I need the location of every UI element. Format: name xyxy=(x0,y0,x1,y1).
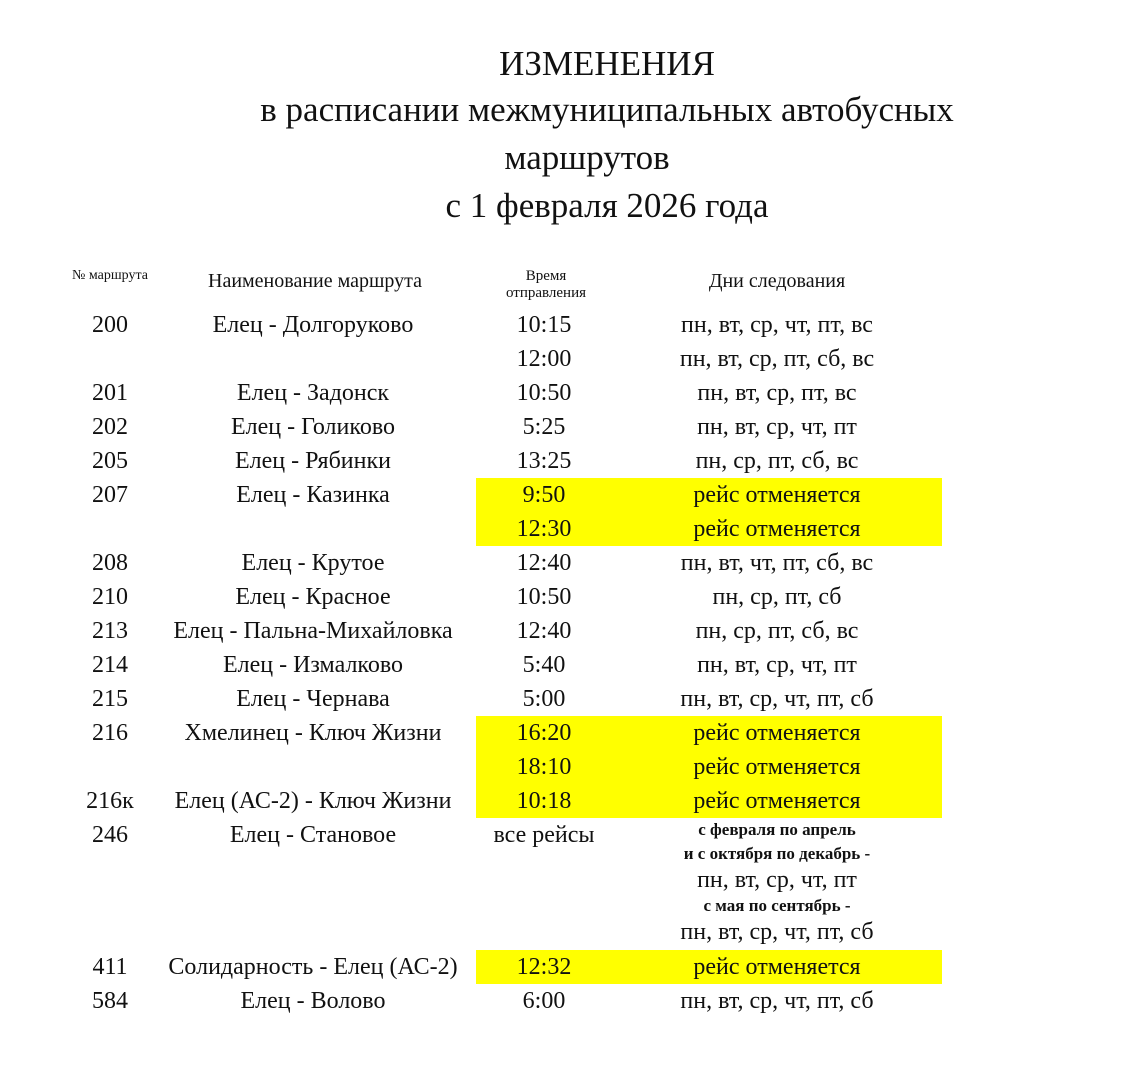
route-number: 205 xyxy=(92,448,128,474)
departure-time: 12:40 xyxy=(516,550,572,576)
title-line-3: маршрутов xyxy=(504,138,670,177)
departure-time: 5:25 xyxy=(522,414,566,440)
table-row xyxy=(0,784,1121,818)
route-name xyxy=(148,512,478,546)
departure-time: 6:00 xyxy=(522,988,566,1014)
operating-days: рейс отменяется xyxy=(612,478,942,512)
header-time-line-2: отправления xyxy=(505,285,587,301)
route-name: Солидарность - Елец (АС-2) xyxy=(168,954,458,980)
table-row xyxy=(0,950,1121,984)
departure-time: 5:00 xyxy=(522,686,566,712)
table-row xyxy=(0,682,1121,716)
route-name: Елец - Измалково xyxy=(222,652,404,678)
route-number: 246 xyxy=(92,822,128,848)
route-number xyxy=(62,750,158,784)
route-name xyxy=(148,342,478,376)
route-name xyxy=(148,750,478,784)
header-route-name: Наименование маршрута xyxy=(208,270,422,292)
route-number: 208 xyxy=(92,550,128,576)
route-number: 201 xyxy=(92,380,128,406)
departure-time: 10:50 xyxy=(516,380,572,406)
departure-time: 9:50 xyxy=(476,478,612,512)
departure-time: 12:40 xyxy=(516,618,572,644)
operating-days: пн, вт, ср, чт, пт, сб xyxy=(680,988,874,1014)
operating-days: рейс отменяется xyxy=(612,512,942,546)
operating-days: рейс отменяется xyxy=(612,750,942,784)
table-row xyxy=(0,614,1121,648)
operating-days: пн, вт, ср, пт, сб, вс xyxy=(679,346,875,372)
route-name: Елец - Пальна-Михайловка xyxy=(173,618,453,644)
route-number: 200 xyxy=(92,312,128,338)
route-number: 213 xyxy=(92,618,128,644)
table-row xyxy=(0,478,1121,512)
operating-days: пн, ср, пт, сб, вс xyxy=(695,618,859,644)
departure-time: 10:18 xyxy=(476,784,612,818)
title-line-2: в расписании межмуниципальных автобусных xyxy=(260,90,954,129)
operating-days: пн, ср, пт, сб xyxy=(712,584,842,610)
title-line-4: с 1 февраля 2026 года xyxy=(445,186,769,225)
table-row xyxy=(0,410,1121,444)
table-row xyxy=(0,444,1121,478)
route-name: Елец - Становое xyxy=(229,822,397,848)
table-row xyxy=(0,818,1121,852)
operating-days: рейс отменяется xyxy=(612,784,942,818)
route-number: 202 xyxy=(92,414,128,440)
route-name: Хмелинец - Ключ Жизни xyxy=(184,720,442,746)
table-row xyxy=(0,308,1121,342)
operating-days: пн, вт, ср, пт, вс xyxy=(697,380,857,406)
header-departure-time xyxy=(478,268,614,302)
route-name: Елец - Задонск xyxy=(236,380,390,406)
table-row xyxy=(0,546,1121,580)
route-number: 411 xyxy=(92,954,128,980)
note-days-2: пн, вт, ср, чт, пт, сб xyxy=(680,919,874,945)
table-row xyxy=(0,512,1121,546)
departure-time: 12:00 xyxy=(516,346,572,372)
departure-time: 12:32 xyxy=(476,950,612,984)
route-number: 216к xyxy=(86,788,134,814)
departure-time: 12:30 xyxy=(476,512,612,546)
route-name: Елец - Красное xyxy=(235,584,391,610)
operating-days: пн, вт, чт, пт, сб, вс xyxy=(680,550,874,576)
route-name: Елец - Голиково xyxy=(230,414,395,440)
route-number: 215 xyxy=(92,686,128,712)
note-period-1a: с февраля по апрель xyxy=(698,820,856,839)
route-number xyxy=(62,512,158,546)
departure-time: 10:50 xyxy=(516,584,572,610)
header-days: Дни следования xyxy=(708,270,846,292)
departure-time: 13:25 xyxy=(516,448,572,474)
operating-days: пн, вт, ср, чт, пт xyxy=(697,652,857,678)
table-row xyxy=(0,984,1121,1018)
note-days-1: пн, вт, ср, чт, пт xyxy=(697,867,857,893)
departure-time: 16:20 xyxy=(476,716,612,750)
title-line-1: ИЗМЕНЕНИЯ xyxy=(499,44,715,83)
route-name: Елец - Волово xyxy=(240,988,386,1014)
table-row xyxy=(0,580,1121,614)
note-period-2: с мая по сентябрь - xyxy=(703,896,851,915)
operating-days: пн, ср, пт, сб, вс xyxy=(695,448,859,474)
header-route-number: № маршрута xyxy=(72,268,148,283)
route-name: Елец - Чернава xyxy=(236,686,390,712)
header-time-line-1: Время xyxy=(525,268,567,284)
operating-days: пн, вт, ср, чт, пт, вс xyxy=(681,312,873,338)
table-row xyxy=(0,716,1121,750)
route-number: 216 xyxy=(92,720,128,746)
table-row xyxy=(0,342,1121,376)
route-number: 210 xyxy=(92,584,128,610)
table-row xyxy=(0,750,1121,784)
route-name: Елец (АС-2) - Ключ Жизни xyxy=(174,788,452,814)
route-number: 584 xyxy=(92,988,128,1014)
departure-time: 5:40 xyxy=(522,652,566,678)
operating-days: пн, вт, ср, чт, пт xyxy=(697,414,857,440)
route-number xyxy=(62,342,158,376)
route-name: Елец - Казинка xyxy=(236,482,390,508)
departure-time: все рейсы xyxy=(493,822,595,848)
route-number: 214 xyxy=(92,652,128,678)
table-row xyxy=(0,376,1121,410)
operating-days: рейс отменяется xyxy=(612,950,942,984)
note-period-1b: и с октября по декабрь - xyxy=(683,844,871,863)
route-name: Елец - Крутое xyxy=(241,550,385,576)
route-name: Елец - Долгоруково xyxy=(212,312,414,338)
route-number: 207 xyxy=(92,482,128,508)
operating-days: пн, вт, ср, чт, пт, сб xyxy=(680,686,874,712)
departure-time: 18:10 xyxy=(476,750,612,784)
route-name: Елец - Рябинки xyxy=(235,448,391,474)
operating-days: рейс отменяется xyxy=(612,716,942,750)
departure-time: 10:15 xyxy=(516,312,572,338)
table-row xyxy=(0,648,1121,682)
